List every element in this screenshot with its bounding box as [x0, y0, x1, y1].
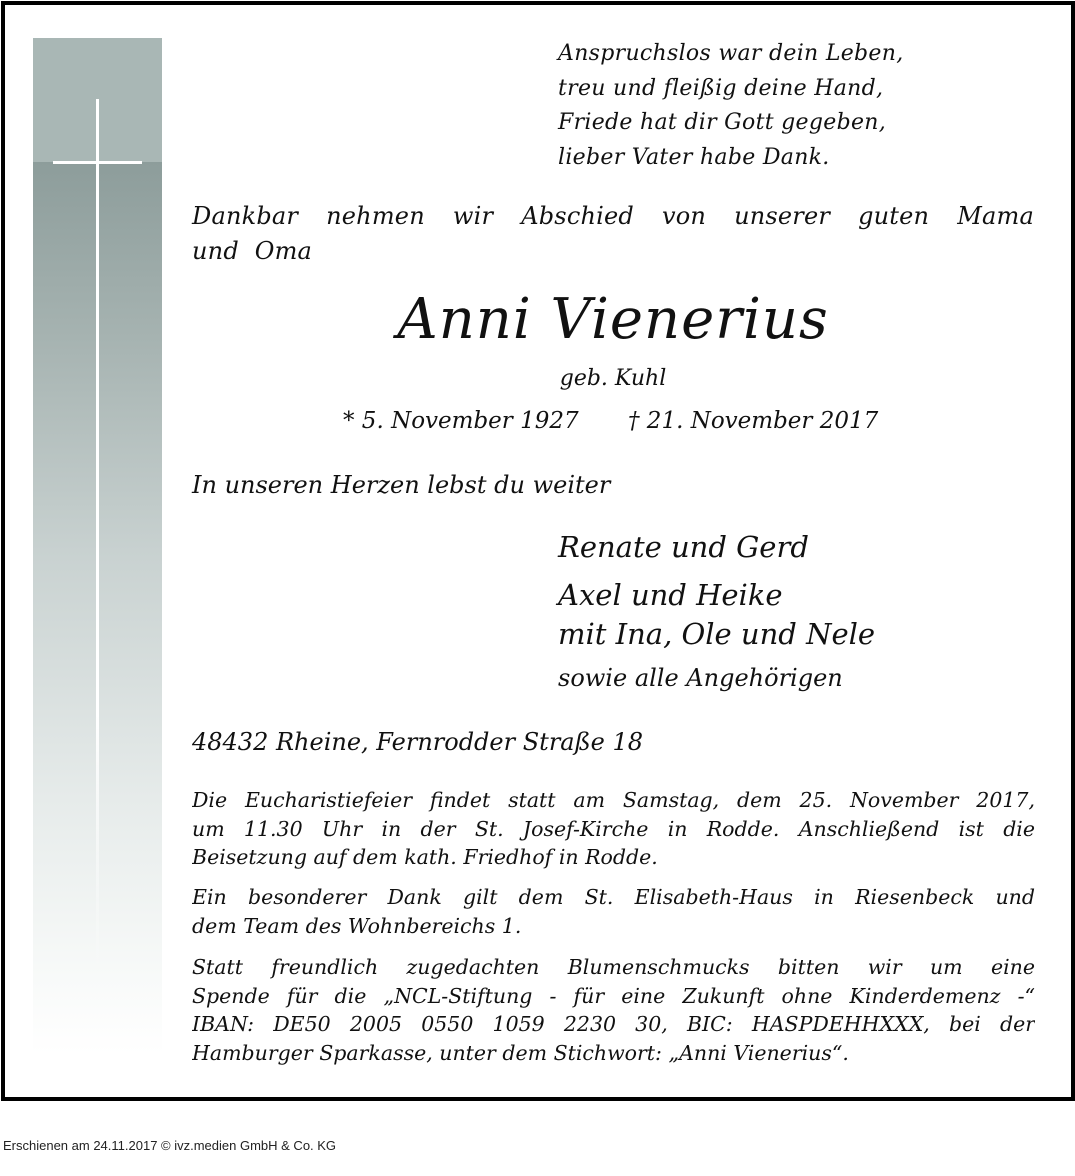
paragraph-line: Spende für die „NCL-Stiftung - für eine Zukunft ohne Kinderdemenz -“ [192, 983, 1035, 1008]
birth-name: geb. Kuhl [559, 366, 667, 391]
paragraph-line: IBAN: DE50 2005 0550 1059 2230 30, BIC: HASPDEHHXXX, bei der [192, 1012, 1035, 1036]
birth-date: * 5. November 1927 [343, 408, 579, 434]
publication-footer: Erschienen am 24.11.2017 © ivz.medien GmbH & Co. KG [3, 1138, 337, 1153]
family-entry: mit Ina, Ole und Nele [558, 617, 876, 651]
intro-line: und Oma [192, 237, 313, 265]
poem-line: Friede hat dir Gott gegeben, [558, 110, 887, 135]
service-paragraph [192, 786, 1035, 872]
donation-paragraph [192, 953, 1035, 1067]
cross-icon-crossbar [53, 161, 142, 164]
thanks-paragraph [192, 883, 1035, 940]
paragraph-line: Ein besonderer Dank gilt dem St. Elisabeth-Haus in Riesenbeck und [192, 885, 1035, 909]
address: 48432 Rheine, Fernrodder Straße 18 [192, 728, 643, 756]
paragraph-line: um 11.30 Uhr in der St. Josef-Kirche in Rodde. Anschließend ist die [192, 816, 1035, 841]
family-entry: Renate und Gerd [558, 530, 809, 564]
poem [558, 37, 904, 175]
poem-line: lieber Vater habe Dank. [558, 144, 830, 170]
paragraph-line: dem Team des Wohnbereichs 1. [192, 913, 522, 938]
poem-line: treu und fleißig deine Hand, [558, 75, 884, 101]
paragraph-line: Hamburger Sparkasse, unter dem Stichwort: „Anni Vienerius“. [192, 1040, 849, 1065]
intro-line: Dankbar nehmen wir Abschied von unserer guten Mama [192, 202, 1034, 230]
family-entry: sowie alle Angehörigen [558, 664, 843, 692]
motto: In unseren Herzen lebst du weiter [192, 471, 611, 499]
paragraph-line: Beisetzung auf dem kath. Friedhof in Rodde. [192, 845, 658, 869]
intro-text [192, 199, 1034, 269]
paragraph-line: Statt freundlich zugedachten Blumenschmucks bitten wir um eine [192, 955, 1035, 979]
death-date: † 21. November 2017 [628, 408, 879, 434]
deceased-name: Anni Vienerius [397, 287, 829, 352]
paragraph-line: Die Eucharistiefeier findet statt am Samstag, dem 25. November 2017, [192, 788, 1035, 812]
poem-line: Anspruchslos war dein Leben, [558, 41, 904, 66]
family-entry: Axel und Heike [558, 578, 783, 612]
cross-icon [96, 99, 99, 979]
